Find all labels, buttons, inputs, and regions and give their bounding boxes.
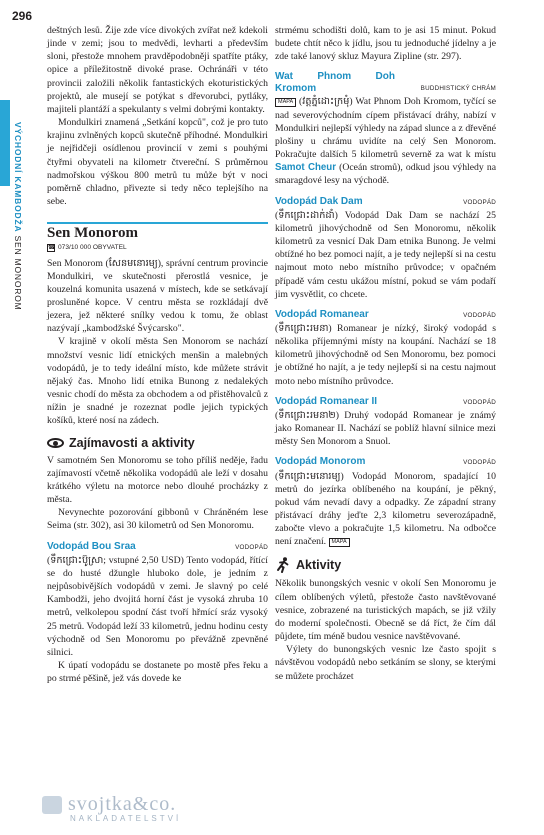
section-paragraph-2: V krajině v okolí města Sen Monorom se nachází množství vesnic lidí etnických menšin a malebných vodopádů, je to tedy ideální místo, kde můžete strávit nějaký čas. Mnoho lidí etnika Bunong z nedalekých vesnic chodí do města za obchodem a od přistěhovalců z nížin je snadné je rozeznat podle jejich typických košíků, které nosí na zádech. [47, 336, 268, 427]
map-icon[interactable]: MAPA [329, 538, 350, 547]
entry-text-monorom [275, 470, 496, 549]
entry-body: (ទឹកជ្រោះមនោរម្យ) Vodopád Monorom, spadající 10 metrů do jezírka oblíbeného na koupání, je pěkný, pokud vám nevadí davy a odpadky. Ze západní strany přistávací dráhy jeďte 2,3 kilometru severozápadně, zabočte vlevo a pokračujte 1,5 kilometru. Na odbočce není značení. [275, 470, 496, 548]
entry-tag: VODOPÁD [463, 198, 496, 206]
side-color-tab [0, 100, 10, 186]
entry-title: Vodopád Dak Dam [275, 195, 363, 207]
map-icon[interactable]: MAPA [275, 98, 296, 107]
sights-paragraph-1: V samotném Sen Monoromu se toho příliš neděje, řadu zajímavostí včetně několika vodopádů ale leží v dosahu krátkého výletu na motorce nebo dlouhé procházky z města. [47, 454, 268, 506]
right-column [275, 24, 496, 683]
entry-title: Vodopád Romanear II [275, 395, 378, 407]
entry-text-romanear-ii: (ទឹកជ្រោះរមនា២) Druhý vodopád Romanear je známý jako Romanear II. Nachází se poblíž hlavní silnice mezi městy Sen Monorom a Snuol. [275, 409, 496, 448]
entry-head-romanear [275, 309, 496, 322]
sights-heading-text: Zajímavosti a aktivity [69, 435, 195, 450]
entry-title: Vodopád Monorom [275, 456, 366, 468]
entry-head-wat-phnom [275, 71, 496, 95]
side-section-label [13, 122, 23, 311]
entry-text-2: K úpatí vodopádu se dostanete po mostě přes řeku a po strmé pěšině, jež vás dovede ke [47, 660, 268, 685]
entry-tag: VODOPÁD [463, 398, 496, 406]
entry-tag: VODOPÁD [463, 311, 496, 319]
activities-paragraph-2: Výlety do bunongských vesnic lze často spojit s návštěvou vodopádů nebo setkáním se slony, se kterými se můžete procházet [275, 644, 496, 682]
page-number: 296 [12, 9, 33, 23]
intro-paragraph-2: Mondulkiri znamená „Setkání kopců", což je pro tuto krajinu zvlněných kopců skutečně příhodné. Mondulkiri je nejřidčeji osídlenou provincií v zemi s pouhými čtyřmi obyvateli na kilometr čtvereční. S průměrnou nadmořskou výškou 800 metrů tu může být v noci poměrně chladno, přivezte si tedy něco teplejšího na sebe. [47, 117, 268, 208]
activities-paragraph-1: Několik bunongských vesnic v okolí Sen Monoromu je cílem oblíbených výletů, přestože často navštěvované vesnice, zobrazené na turistických mapách, se již vžily do moderní společnosti. Obecně se dá říct, že čím dál půjdete, tím méně budou vesnice navštěvované. [275, 578, 496, 643]
entry-title: Vodopád Bou Sraa [47, 540, 136, 552]
activities-heading [275, 557, 496, 573]
intro-paragraph-1: deštných lesů. Žije zde více divokých zvířat než kdekoli jinde v zemi; jsou to medvědi, levharti a především sloni, přestože mnohem pravděpodobněji spatříte ptáky, opice a příležitostně divoké prase. Ochránáři v této provincii založili několik fantastických ekoturistických projektů, ale musejí se potýkat s dřevorubci, pytláky, majiteli plantáží a spekulanty s velmi dobrými kontakty. [47, 25, 268, 115]
entry-tag: VODOPÁD [463, 459, 496, 467]
side-region-label: VÝCHODNÍ KAMBODŽA [13, 122, 23, 233]
side-place-label: SEN MONOROM [13, 235, 23, 311]
entry-text-romanear: (ទឹកជ្រោះរមនា) Romanear je nízký, široký vodopád s několika příjemnými místy na koupání. Nachází se 18 kilometrů jihovýchodně od Sen Monoromu, bez pomoci je obtížné ho najít, a je tedy nejlepší si na cestu najmout moto nebo místního průvodce. [275, 322, 496, 387]
eye-icon [47, 438, 64, 448]
entry-head-dak-dam [275, 196, 496, 209]
left-column [47, 24, 268, 685]
publisher-logo [42, 793, 176, 816]
entry-title: Wat Phnom Doh Kromom [275, 71, 395, 95]
population-info [47, 241, 268, 254]
entry-text: (ទឹកជ្រោះប៊ូស្រា; vstupné 2,50 USD) Tento vodopád, řítící se do husté džungle hluboko dole, je jedním z nejpůsobivějších vodopádů v zemi. Je slavný po celé Kambodži, jeho dvojitá horní část je vysoká zhruba 10 metrů, velkolepou spodní část tvoří hřmící sráz vysoký 25 metrů. Vodopád leží 33 kilometrů, jednu hodinu cesty východně od Sen Monoromu po převážně zpevněné silnici. [47, 554, 268, 658]
sights-heading [47, 437, 268, 450]
entry-head-monorom [275, 456, 496, 469]
running-person-icon [275, 557, 291, 573]
entry-text-wat-phnom [275, 95, 496, 187]
population-info-text: 073/10 000 OBYVATEL [58, 244, 127, 252]
phone-icon: ☎ [48, 244, 56, 251]
logo-mark-icon [42, 796, 62, 814]
sights-paragraph-2: Nevynechte pozorování gibbonů v Chráněném lese Seima (str. 302), asi 30 kilometrů od Sen Monoromu. [47, 507, 268, 532]
publisher-brand: svojtka&co. [68, 793, 177, 815]
highlight-place: Samot Cheur [275, 162, 336, 174]
activities-heading-text: Aktivity [296, 557, 342, 572]
entry-head-romanear-ii [275, 396, 496, 409]
continuation-paragraph: strmému schodišti dolů, kam to je asi 15 minut. Pokud budete chtít něco k jídlu, jsou tu jednoduché jídelny a je zde také lanový skluz Mayura Zipline (str. 297). [275, 25, 496, 63]
entry-tag: VODOPÁD [235, 543, 268, 551]
entry-body: (វត្តភ្នំដោះក្រមុំ) Wat Phnom Doh Kromom, tyčící se nad severovýchodním cípem přistávací dráhy, nabízí v Mondulkiri nejlepší výhledy na západ slunce a z dřevěné plošiny u chrámu uvidíte na celý Sen Monorom. Pokračujte dalších 5 kilometrů severně za wat k místu [275, 96, 496, 161]
entry-head-bou-sraa [47, 541, 268, 554]
section-paragraph-1: Sen Monorom (សែនមនោរម្យ), správní centrum provincie Mondulkiri, ve skutečnosti přerostlá vesnice, je kouzelná komunita usazená v místech, kde se setkávají prosluněné kopce. V centru města se rozkládají dvě jezera, jež některé snílky vedou k tomu, že oblast nazývají „kambodžské Švýcarsko". [47, 257, 268, 335]
publisher-sub: NAKLADATELSTVÍ [70, 814, 182, 823]
entry-tag: BUDDHISTICKÝ CHRÁM [420, 85, 496, 93]
entry-title: Vodopád Romanear [275, 308, 369, 320]
entry-text-dak-dam: (ទឹកជ្រោះដាក់ដាំ) Vodopád Dak Dam se nachází 25 kilometrů jihovýchodně od Sen Monoromu, několik kilometrů za vesnicí Dak Dam etnika Bunong. Je velmi obtížné ho bez pomoci najít, a je tedy nejlepší si na cestu najmout moto nebo místního průvodce; v opačném případě vám cestu ukážou místní, pokud se vám podaří jim vysvětlit, co chcete. [275, 209, 496, 300]
entry-body-after: (Oceán stromů), odkud jsou výhledy na smaragdové lesy na východě. [275, 162, 496, 187]
section-title: Sen Monorom [47, 222, 268, 240]
